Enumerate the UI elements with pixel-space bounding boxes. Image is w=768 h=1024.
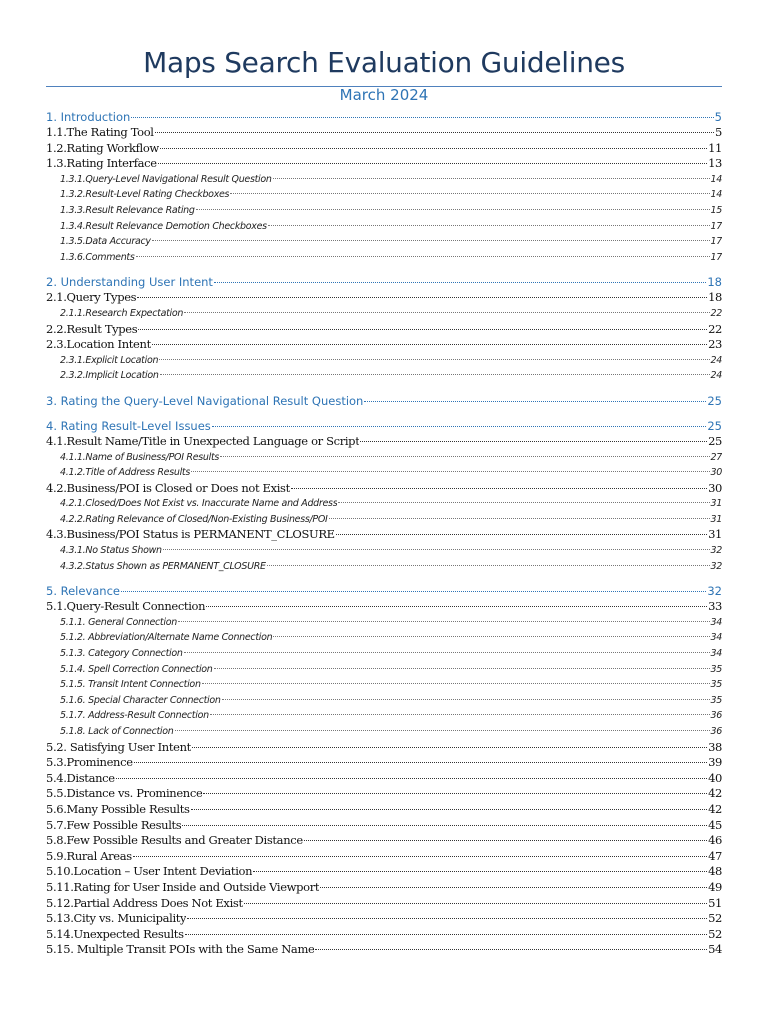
toc-entry-title: 5.15. Multiple Transit POIs with the Same Name [46, 942, 315, 957]
dot-leader [329, 518, 710, 519]
dot-leader [320, 887, 707, 888]
dot-leader [220, 456, 709, 457]
toc-entry-title: 4.3.Business/POI Status is PERMANENT_CLOSURE [46, 527, 335, 542]
dot-leader [185, 934, 707, 935]
toc-entry-title: 5.5.Distance vs. Prominence [46, 786, 203, 801]
dot-leader [273, 636, 709, 637]
dot-leader [184, 652, 710, 653]
toc-page-number: 25 [707, 393, 722, 408]
toc-subsection-entry[interactable] [46, 880, 722, 896]
toc-page-number: 38 [708, 739, 722, 754]
toc-section-entry[interactable] [46, 109, 722, 125]
toc-page-number: 36 [710, 726, 722, 737]
toc-subsubsection-entry[interactable] [46, 724, 722, 740]
dot-leader [202, 683, 710, 684]
toc-subsubsection-entry[interactable] [46, 187, 722, 203]
section-spacer [46, 265, 722, 274]
toc-page-number: 15 [710, 204, 722, 216]
toc-entry-title: 5.1.8. Lack of Connection [60, 726, 174, 737]
toc-page-number: 31 [710, 498, 722, 510]
toc-page-number: 24 [710, 370, 722, 382]
toc-subsection-entry[interactable] [46, 849, 722, 865]
toc-page-number: 54 [708, 942, 722, 957]
dot-leader [160, 374, 710, 375]
toc-subsection-entry[interactable] [46, 896, 722, 912]
dot-leader [138, 329, 707, 330]
toc-section-entry[interactable] [46, 393, 722, 409]
dot-leader [336, 534, 707, 535]
toc-subsection-entry[interactable] [46, 927, 722, 943]
toc-entry-title: 1.3.3.Result Relevance Rating [60, 204, 195, 216]
toc-section-entry[interactable] [46, 274, 722, 290]
dot-leader [360, 441, 707, 442]
toc-page-number: 5 [714, 110, 722, 124]
toc-entry-title: 3. Rating the Query-Level Navigational Result Question [46, 393, 364, 408]
toc-entry-title: 5.1.1. General Connection [60, 616, 177, 628]
toc-entry-title: 5.6.Many Possible Results [46, 801, 190, 816]
dot-leader [206, 606, 707, 607]
toc-page-number: 34 [710, 632, 722, 644]
toc-page-number: 25 [708, 433, 722, 448]
toc-entry-title: 4.2.Business/POI is Closed or Does not Exist [46, 480, 290, 495]
dot-leader [212, 426, 707, 427]
toc-page-number: 25 [707, 418, 722, 433]
toc-page-number: 49 [708, 879, 722, 894]
dot-leader [230, 193, 709, 194]
toc-subsection-entry[interactable] [46, 434, 722, 450]
toc-subsection-entry[interactable] [46, 599, 722, 615]
toc-subsubsection-entry[interactable] [46, 646, 722, 662]
toc-entry-title: 5.1.3. Category Connection [60, 648, 183, 660]
toc-entry-title: 2.3.2.Implicit Location [60, 370, 159, 382]
toc-entry-title: 5.13.City vs. Municipality [46, 911, 187, 926]
toc-page-number: 42 [708, 786, 722, 801]
toc-entry-title: 1.3.6.Comments [60, 251, 135, 263]
toc-subsection-entry[interactable] [46, 527, 722, 543]
toc-subsection-entry[interactable] [46, 755, 722, 771]
toc-entry-title: 5.4.Distance [46, 770, 115, 785]
toc-subsection-entry[interactable] [46, 290, 722, 306]
toc-entry-title: 2.3.Location Intent [46, 337, 151, 352]
toc-entry-title: 5.11.Rating for User Inside and Outside Viewport [46, 879, 320, 894]
section-spacer [46, 384, 722, 393]
toc-entry-title: 1.3.5.Data Accuracy [60, 236, 151, 248]
toc-subsection-entry[interactable] [46, 125, 722, 141]
toc-page-number: 36 [710, 710, 722, 722]
toc-subsection-entry[interactable] [46, 911, 722, 927]
toc-subsubsection-entry[interactable] [46, 662, 722, 678]
toc-subsubsection-entry[interactable] [46, 450, 722, 466]
toc-page-number: 27 [710, 451, 722, 463]
toc-subsubsection-entry[interactable] [46, 708, 722, 724]
toc-subsubsection-entry[interactable] [46, 250, 722, 266]
dot-leader [163, 549, 710, 550]
dot-leader [137, 297, 707, 298]
toc-page-number: 31 [708, 527, 722, 542]
toc-subsubsection-entry[interactable] [46, 615, 722, 631]
toc-entry-title: 5.1.5. Transit Intent Connection [60, 679, 201, 691]
toc-entry-title: 5.1.4. Spell Correction Connection [60, 663, 213, 675]
toc-subsubsection-entry[interactable] [46, 306, 722, 322]
toc-page-number: 35 [710, 679, 722, 691]
dot-leader [121, 591, 706, 592]
toc-page-number: 48 [708, 864, 722, 879]
toc-page-number: 32 [710, 545, 722, 557]
toc-page-number: 11 [708, 140, 722, 155]
toc-subsection-entry[interactable] [46, 322, 722, 338]
dot-leader [222, 699, 710, 700]
toc-subsection-entry[interactable] [46, 156, 722, 172]
toc-page-number: 52 [708, 926, 722, 941]
toc-page-number: 47 [708, 848, 722, 863]
toc-entry-title: 5.3.Prominence [46, 755, 133, 770]
toc-entry-title: 4.1.Result Name/Title in Unexpected Language or Script [46, 433, 360, 448]
toc-page-number: 40 [708, 770, 722, 785]
document-date: March 2024 [339, 86, 429, 104]
toc-subsection-entry[interactable] [46, 864, 722, 880]
dot-leader [364, 401, 706, 402]
toc-page-number: 34 [710, 648, 722, 660]
dot-leader [182, 825, 707, 826]
dot-leader [338, 502, 709, 503]
toc-subsection-entry[interactable] [46, 818, 722, 834]
toc-entry-title: 2.3.1.Explicit Location [60, 354, 159, 366]
toc-subsubsection-entry[interactable] [46, 543, 722, 559]
dot-leader [133, 856, 707, 857]
toc-entry-title: 4.3.1.No Status Shown [60, 545, 162, 557]
toc-page-number: 17 [710, 220, 722, 232]
toc-entry-title: 1.3.2.Result-Level Rating Checkboxes [60, 189, 230, 201]
toc-subsubsection-entry[interactable] [46, 465, 722, 481]
toc-subsubsection-entry[interactable] [46, 677, 722, 693]
toc-entry-title: 5.7.Few Possible Results [46, 817, 182, 832]
table-of-contents [46, 109, 722, 958]
toc-page-number: 52 [708, 911, 722, 926]
dot-leader [178, 621, 710, 622]
dot-leader [159, 359, 709, 360]
toc-entry-title: 1.3.4.Result Relevance Demotion Checkboxes [60, 220, 267, 232]
toc-page-number: 17 [710, 251, 722, 263]
dot-leader [273, 178, 710, 179]
toc-page-number: 22 [710, 307, 722, 319]
dot-leader [253, 871, 707, 872]
toc-page-number: 51 [708, 895, 722, 910]
toc-page-number: 42 [708, 801, 722, 816]
toc-entry-title: 5.1.2. Abbreviation/Alternate Name Connection [60, 632, 273, 644]
toc-page-number: 17 [710, 236, 722, 248]
toc-entry-title: 5.12.Partial Address Does Not Exist [46, 895, 243, 910]
toc-subsubsection-entry[interactable] [46, 693, 722, 709]
toc-entry-title: 5. Relevance [46, 584, 120, 599]
toc-page-number: 30 [708, 480, 722, 495]
toc-entry-title: 1.1.The Rating Tool [46, 125, 154, 139]
dot-leader [304, 840, 707, 841]
toc-entry-title: 2.1.Query Types [46, 290, 137, 305]
toc-subsubsection-entry[interactable] [46, 512, 722, 528]
dot-leader [244, 903, 707, 904]
toc-page-number: 33 [708, 599, 722, 614]
toc-page-number: 22 [708, 321, 722, 336]
toc-entry-title: 1. Introduction [46, 110, 131, 124]
toc-subsection-entry[interactable] [46, 942, 722, 958]
dot-leader [191, 809, 708, 810]
toc-entry-title: 2.1.1.Research Expectation [60, 307, 184, 319]
toc-section-entry[interactable] [46, 583, 722, 599]
toc-subsection-entry[interactable] [46, 337, 722, 353]
toc-entry-title: 5.9.Rural Areas [46, 848, 132, 863]
document-title: Maps Search Evaluation Guidelines [143, 46, 625, 79]
toc-entry-title: 5.1.Query-Result Connection [46, 599, 206, 614]
toc-subsubsection-entry[interactable] [46, 630, 722, 646]
toc-page-number: 32 [710, 560, 722, 572]
toc-page-number: 24 [710, 354, 722, 366]
toc-page-number: 45 [708, 817, 722, 832]
toc-section-entry[interactable] [46, 418, 722, 434]
dot-leader [191, 471, 710, 472]
toc-page-number: 18 [707, 275, 722, 290]
toc-subsubsection-entry[interactable] [46, 234, 722, 250]
toc-page-number: 32 [707, 584, 722, 599]
dot-leader [152, 240, 710, 241]
dot-leader [152, 344, 707, 345]
toc-subsubsection-entry[interactable] [46, 368, 722, 384]
toc-entry-title: 1.3.Rating Interface [46, 156, 157, 171]
section-spacer [46, 409, 722, 418]
toc-subsection-entry[interactable] [46, 833, 722, 849]
dot-leader [192, 747, 707, 748]
dot-leader [116, 778, 707, 779]
toc-entry-title: 1.2.Rating Workflow [46, 140, 159, 155]
dot-leader [267, 565, 710, 566]
toc-entry-title: 2.2.Result Types [46, 321, 138, 336]
toc-subsubsection-entry[interactable] [46, 559, 722, 575]
dot-leader [136, 256, 710, 257]
dot-leader [131, 117, 713, 118]
toc-page-number: 14 [710, 173, 722, 185]
toc-entry-title: 5.14.Unexpected Results [46, 926, 184, 941]
dot-leader [210, 714, 710, 715]
toc-subsection-entry[interactable] [46, 740, 722, 756]
toc-subsection-entry[interactable] [46, 786, 722, 802]
toc-page-number: 14 [710, 189, 722, 201]
toc-page-number: 23 [708, 337, 722, 352]
toc-page-number: 30 [710, 467, 722, 479]
toc-entry-title: 5.8.Few Possible Results and Greater Distance [46, 833, 303, 848]
dot-leader [184, 312, 709, 313]
toc-subsection-entry[interactable] [46, 802, 722, 818]
toc-entry-title: 4.2.1.Closed/Does Not Exist vs. Inaccurate Name and Address [60, 498, 338, 510]
toc-entry-title: 4.1.2.Title of Address Results [60, 467, 190, 479]
dot-leader [158, 163, 707, 164]
toc-entry-title: 4. Rating Result-Level Issues [46, 418, 211, 433]
dot-leader [155, 132, 714, 133]
toc-subsection-entry[interactable] [46, 771, 722, 787]
dot-leader [196, 209, 710, 210]
toc-entry-title: 1.3.1.Query-Level Navigational Result Question [60, 173, 272, 185]
toc-page-number: 5 [715, 125, 722, 139]
toc-subsubsection-entry[interactable] [46, 172, 722, 188]
dot-leader [160, 148, 707, 149]
toc-subsubsection-entry[interactable] [46, 353, 722, 369]
dot-leader [268, 225, 710, 226]
toc-entry-title: 5.10.Location – User Intent Deviation [46, 864, 253, 879]
toc-entry-title: 5.2. Satisfying User Intent [46, 739, 191, 754]
dot-leader [187, 918, 707, 919]
toc-page-number: 13 [708, 156, 722, 171]
dot-leader [291, 488, 707, 489]
toc-subsection-entry[interactable] [46, 481, 722, 497]
toc-subsubsection-entry[interactable] [46, 219, 722, 235]
dot-leader [214, 282, 706, 283]
toc-subsection-entry[interactable] [46, 141, 722, 157]
dot-leader [175, 730, 710, 731]
toc-entry-title: 5.1.6. Special Character Connection [60, 694, 221, 706]
dot-leader [214, 668, 710, 669]
toc-page-number: 34 [710, 616, 722, 628]
toc-page-number: 31 [710, 513, 722, 525]
toc-entry-title: 4.2.2.Rating Relevance of Closed/Non-Existing Business/POI [60, 513, 328, 525]
toc-entry-title: 5.1.7. Address-Result Connection [60, 710, 209, 722]
toc-page-number: 46 [708, 833, 722, 848]
dot-leader [315, 949, 707, 950]
toc-page-number: 35 [710, 663, 722, 675]
toc-subsubsection-entry[interactable] [46, 203, 722, 219]
toc-subsubsection-entry[interactable] [46, 496, 722, 512]
toc-page-number: 35 [710, 694, 722, 706]
dot-leader [134, 762, 707, 763]
toc-page-number: 18 [708, 290, 722, 305]
toc-entry-title: 4.3.2.Status Shown as PERMANENT_CLOSURE [60, 560, 266, 572]
toc-entry-title: 2. Understanding User Intent [46, 275, 213, 290]
toc-page-number: 39 [708, 755, 722, 770]
dot-leader [203, 793, 707, 794]
section-spacer [46, 574, 722, 583]
toc-entry-title: 4.1.1.Name of Business/POI Results [60, 451, 220, 463]
